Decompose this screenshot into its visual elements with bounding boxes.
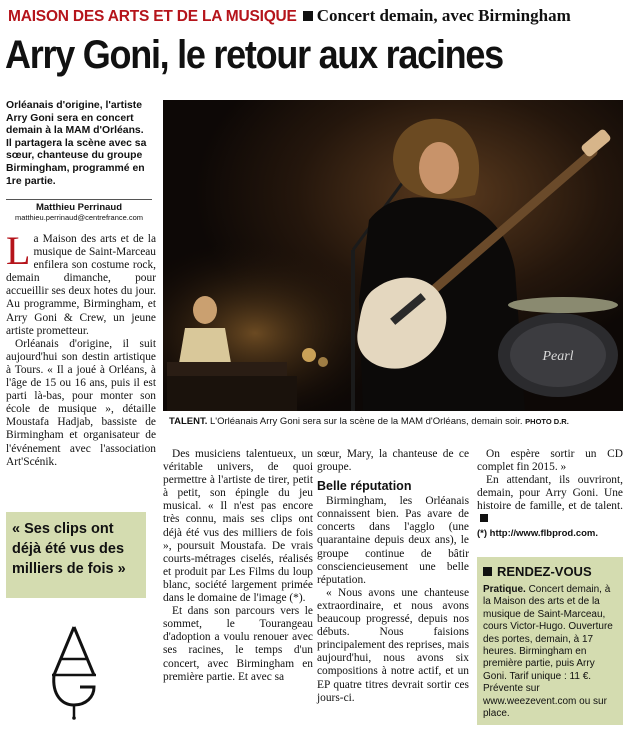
paragraph: sœur, Mary, la chanteuse de ce groupe.	[317, 448, 469, 474]
caption-text: L'Orléanais Arry Goni sera sur la scène de la MAM d'Orléans, demain soir.	[210, 416, 523, 427]
paragraph: Et dans son parcours vers le sommet, le Tourangeau d'adoption a voulu renouer avec ses racines, le temps d'un concert, avec Birmingham en première partie. Et avec sa	[163, 605, 313, 683]
paragraph: En attendant, ils ouvriront, demain, pour Arry Goni. Une histoire de famille, et de talent.	[477, 474, 623, 513]
pull-quote: « Ses clips ont déjà été vus des milliers de fois »	[6, 512, 146, 598]
square-bullet-icon	[303, 11, 313, 21]
event-info-box	[477, 557, 623, 725]
article-lead: Orléanais d'origine, l'artiste Arry Goni sera en concert demain à la MAM d'Orléans. Il partagera la scène avec sa sœur, chanteuse du groupe Birmingham, programmé en 1re partie.	[6, 100, 147, 187]
dropcap: L	[6, 228, 31, 273]
end-square-icon	[480, 514, 488, 522]
article-column-1	[6, 228, 156, 469]
paragraph: a Maison des arts et de la musique de Saint-Marceau enfilera son costume rock, demain dimanche, pour accueillir ses deux hotes du jour. Au programme, Birmingham, et Arry Goni & Crew, un jeune artiste prometteur.	[6, 233, 156, 337]
byline	[6, 199, 152, 222]
article-column-2	[163, 448, 313, 684]
paragraph: Des musiciens talentueux, un véritable univers, de quoi permettre à l'artiste de tirer, petit à petit, son épingle du jeu musical. « Il n'est pas encore très connu, mais ses clips ont déjà été vus des milliers de fois », poursuit Moustafa. De vrais courts-métrages ciselés, réalisés et produit par Les Films du loup blanc, société largement primée dans le domaine de l'image (*).	[163, 448, 313, 605]
article-column-3	[317, 448, 469, 705]
photo-credit: PHOTO D.R.	[525, 417, 569, 426]
paragraph: Orléanais d'origine, il suit aujourd'hui son destin artistique à Tours. « Il a joué à Orléans, à l'âge de 15 ou 16 ans, puis il est parti là-bas, pour monter son école de musique », détaille Moustafa Hadjab, bassiste de Birmingham et organisateur de l'événement avec l'association Art'Scénik.	[6, 337, 156, 468]
article-column-4	[477, 448, 623, 540]
concert-photo	[163, 100, 623, 411]
topic-label: Concert demain, avec Birmingham	[316, 6, 571, 25]
paragraph: Birmingham, les Orléanais connaissent bien. Pas avare de concerts dans l'agglo (une quarantaine depuis deux ans), le groupe continue de bâtir consciencieusement une belle réputation.	[317, 495, 469, 586]
drum-brand-label: Pearl	[542, 349, 574, 364]
paragraph: On espère sortir un CD complet fin 2015. »	[477, 448, 623, 474]
ag-monogram-logo	[44, 625, 104, 720]
section-label: MAISON DES ARTS ET DE LA MUSIQUE	[8, 8, 297, 25]
paragraph: « Nous avons une chanteuse extraordinaire, et nous avons beaucoup progressé, depuis nos débuts. Nous faisions principalement des reprises, mais aujourd'hui, nous avons six compositions à notre actif, et un EP quatre titres devrait sortir ces jours-ci.	[317, 586, 469, 704]
photo-caption	[163, 411, 623, 433]
author-name: Matthieu Perrinaud	[35, 202, 123, 213]
box-text	[483, 584, 617, 720]
box-lead: Pratique.	[483, 584, 526, 595]
section-kicker	[8, 6, 623, 28]
square-bullet-icon	[483, 567, 492, 576]
author-email[interactable]: matthieu.perrinaud@centrefrance.com	[14, 213, 144, 222]
box-body: Concert demain, à la Maison des arts et de la musique de Saint-Marceau, cours Victor-Hugo. Ouverture des portes, demain, à 17 heures. Birmingham en première partie, puis Arry Goni. Tarif unique : 11 €. Prévente sur www.weezevent.com ou sur place.	[483, 584, 613, 720]
footnote[interactable]: (*) http://www.flbprod.com.	[477, 527, 599, 539]
headline: Arry Goni, le retour aux racines	[5, 33, 503, 77]
box-title: RENDEZ-VOUS	[483, 563, 617, 581]
caption-tag: TALENT.	[169, 416, 208, 427]
subheading: Belle réputation	[317, 479, 412, 494]
